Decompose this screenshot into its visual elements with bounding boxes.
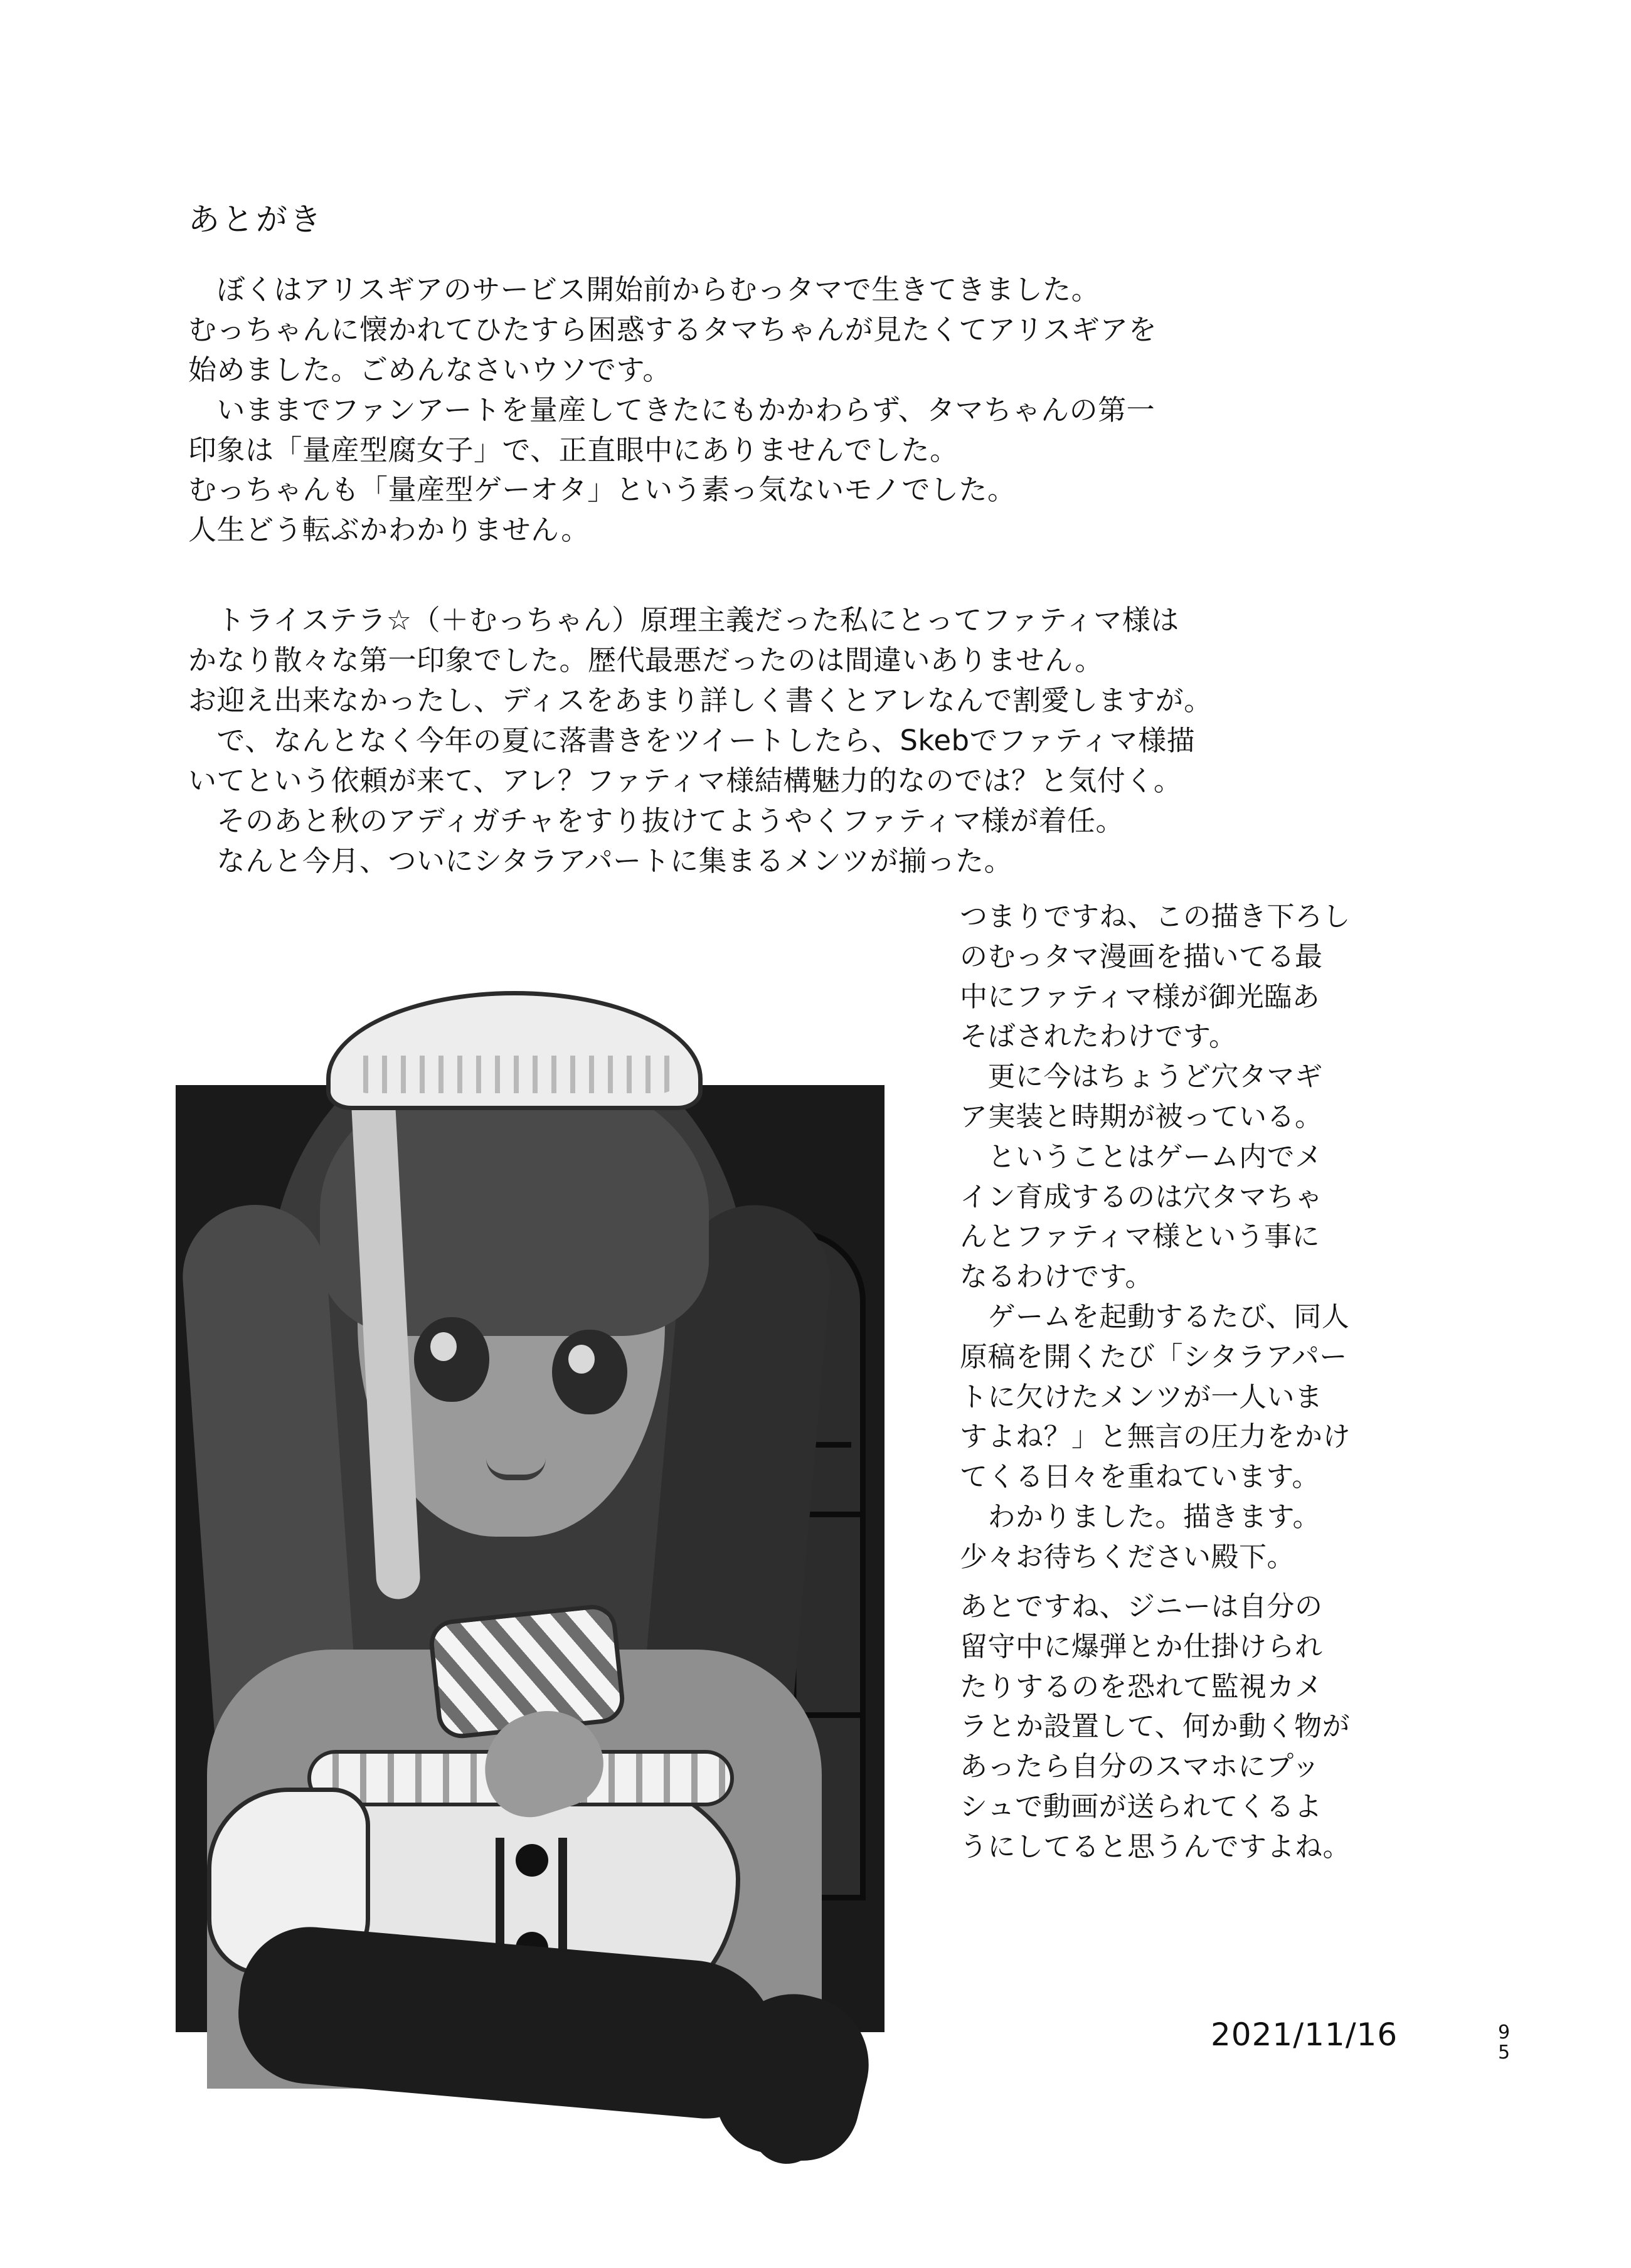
right-column-text-block-1 xyxy=(960,897,1462,1577)
right-text-line: イン育成するのは穴タマちゃ xyxy=(960,1180,1323,1213)
right-text-line: 原稿を開くたび「シタラアパー xyxy=(960,1340,1347,1373)
right-text-line: てくる日々を重ねています。 xyxy=(960,1461,1320,1493)
afterword-line: 人生どう転ぶかわかりません。 xyxy=(188,513,590,547)
right-text-line: 少々お待ちください殿下。 xyxy=(960,1540,1295,1573)
afterword-line: いままでファンアートを量産してきたにもかかわらず、タマちゃんの第一 xyxy=(188,393,1156,427)
paragraph-spacer xyxy=(188,550,1437,600)
afterword-line: で、なんとなく今年の夏に落書きをツイートしたら、Skebでファティマ様描 xyxy=(188,723,1196,757)
right-text-line: 中にファティマ様が御光臨あ xyxy=(960,980,1320,1013)
page-number-digit-top: 9 xyxy=(1498,2022,1511,2043)
right-text-line: あったら自分のスマホにプッ xyxy=(960,1751,1320,1783)
afterword-line: なんと今月、ついにシタラアパートに集まるメンツが揃った。 xyxy=(188,844,1013,877)
right-text-line: ということはゲーム内でメ xyxy=(960,1140,1323,1173)
right-text-line: つまりですね、この描き下ろし xyxy=(960,901,1351,933)
right-text-line: わかりました。描きます。 xyxy=(960,1500,1320,1533)
right-text-line: そばされたわけです。 xyxy=(960,1020,1237,1053)
right-text-line: たりするのを恐れて監視カメ xyxy=(960,1670,1323,1703)
right-text-line: んとファティマ様という事に xyxy=(960,1221,1320,1253)
right-column-text-block-2 xyxy=(960,1587,1462,1867)
right-text-line: ア実装と時期が被っている。 xyxy=(960,1100,1323,1133)
eye-right xyxy=(552,1330,627,1414)
right-text-line: 留守中に爆弾とか仕掛けられ xyxy=(960,1630,1323,1663)
right-text-line: ラとか設置して、何か動く物が xyxy=(960,1710,1351,1743)
maid-character xyxy=(94,878,972,2202)
corset-button-top xyxy=(516,1844,548,1877)
right-text-line: なるわけです。 xyxy=(960,1261,1153,1293)
page-number-digit-bottom: 5 xyxy=(1498,2041,1511,2064)
right-text-line: すよね？」と無言の圧力をかけ xyxy=(960,1421,1351,1453)
character-illustration xyxy=(94,878,972,2202)
afterword-line: お迎え出来なかったし、ディスをあまり詳しく書くとアレなんで割愛しますが。 xyxy=(188,684,1213,718)
afterword-line: いてという依頼が来て、アレ？ファティマ様結構魅力的なのでは？と気付く。 xyxy=(188,763,1182,797)
right-text-line: うにしてると思うんですよね。 xyxy=(960,1830,1351,1863)
date-label: 2021/11/16 xyxy=(1211,2016,1398,2053)
right-text-line: あとですね、ジニーは自分の xyxy=(960,1591,1323,1623)
afterword-line: ぼくはアリスギアのサービス開始前からむっタマで生きてきました。 xyxy=(188,273,1100,306)
eye-left xyxy=(414,1317,489,1402)
afterword-body xyxy=(188,270,1437,881)
page-number xyxy=(1498,2023,1510,2062)
afterword-line: むっちゃんも「量産型ゲーオタ」という素っ気ないモノでした。 xyxy=(188,473,1016,507)
right-text-line: トに欠けたメンツが一人いま xyxy=(960,1380,1323,1413)
page-title: あとがき xyxy=(188,201,324,238)
afterword-line: かなり散々な第一印象でした。歴代最悪だったのは間違いありません。 xyxy=(188,644,1103,677)
afterword-line: そのあと秋のアディガチャをすり抜けてようやくファティマ様が着任。 xyxy=(188,803,1125,837)
maid-headdress xyxy=(326,991,703,1110)
right-text-line: 更に今はちょうど穴タマギ xyxy=(960,1061,1323,1093)
afterword-line: トライステラ☆（＋むっちゃん）原理主義だった私にとってファティマ様は xyxy=(188,603,1179,637)
right-text-line: のむっタマ漫画を描いてる最 xyxy=(960,940,1323,973)
afterword-line: むっちゃんに懐かれてひたすら困惑するタマちゃんが見たくてアリスギアを xyxy=(188,312,1157,346)
right-text-line: シュで動画が送られてくるよ xyxy=(960,1790,1322,1823)
right-text-line: ゲームを起動するたび、同人 xyxy=(960,1300,1350,1333)
afterword-line: 始めました。ごめんなさいウソです。 xyxy=(188,352,671,386)
afterword-line: 印象は「量産型腐女子」で、正直眼中にありませんでした。 xyxy=(188,433,959,467)
